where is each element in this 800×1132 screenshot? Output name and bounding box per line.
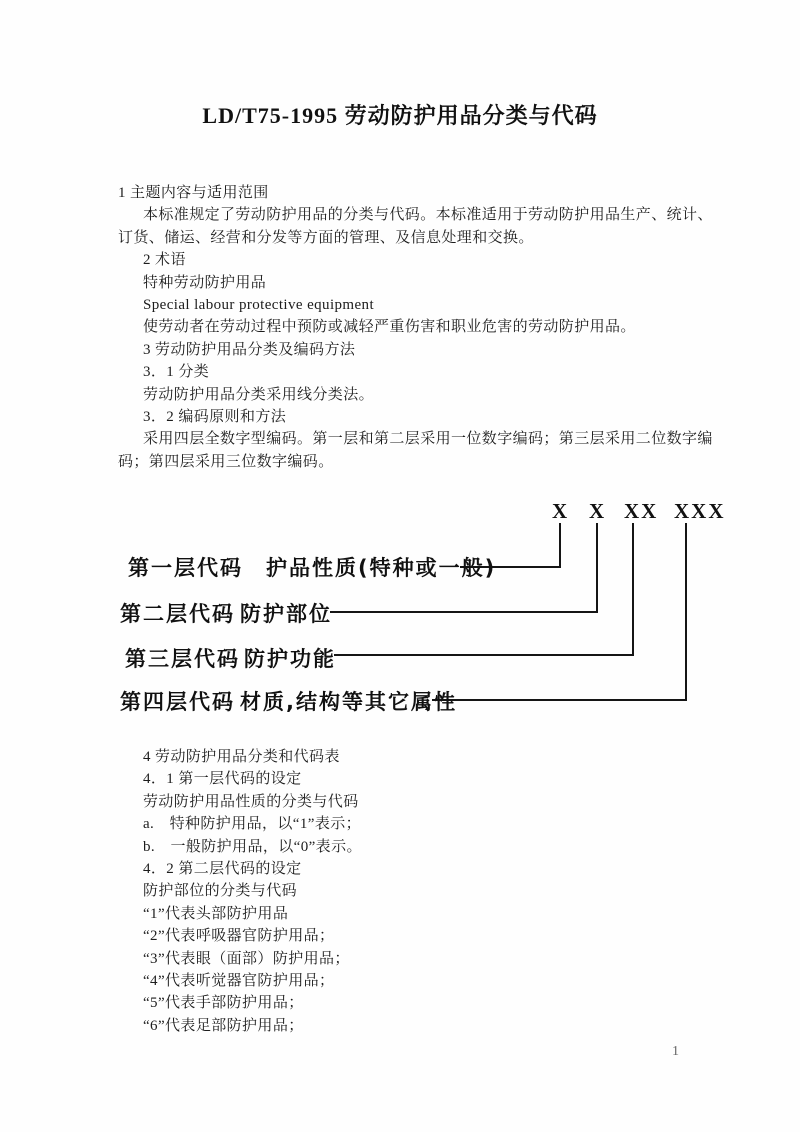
code-placeholder-layer4: XXX — [674, 499, 726, 523]
layer-label: 第二层代码 — [120, 602, 235, 626]
layer-description: 防护功能 — [244, 647, 336, 671]
connector-line — [559, 523, 561, 568]
code-placeholder-layer2: X — [589, 499, 607, 523]
code-placeholder-layer1: X — [552, 499, 570, 523]
text-line: “5”代表手部防护用品； — [143, 995, 304, 1012]
connector-line — [685, 523, 687, 701]
text-line: Special labour protective equipment — [143, 296, 375, 313]
connector-line — [330, 611, 598, 613]
layer-description: 材质,结构等其它属性 — [240, 690, 457, 714]
layer-label: 第四层代码 — [120, 690, 235, 714]
layer-label: 第三层代码 — [125, 647, 240, 671]
text-line: 3．2 编码原则和方法 — [143, 408, 287, 425]
text-line: 2 术语 — [143, 252, 186, 269]
connector-line — [596, 523, 598, 613]
text-line: 本标准规定了劳动防护用品的分类与代码。本标准适用于劳动防护用品生产、统计、 — [143, 207, 713, 224]
section-1-to-3-text — [118, 182, 713, 473]
text-line: 订货、储运、经营和分发等方面的管理、及信息处理和交换。 — [118, 229, 534, 246]
connector-line — [432, 699, 687, 701]
text-line: 码；第四层采用三位数字编码。 — [118, 453, 334, 470]
text-line: 特种劳动防护用品 — [143, 274, 267, 291]
page-title: LD/T75-1995 劳动防护用品分类与代码 — [202, 103, 598, 128]
text-line: 劳动防护用品性质的分类与代码 — [143, 793, 359, 810]
text-line: 4 劳动防护用品分类和代码表 — [143, 749, 340, 765]
text-line: “3”代表眼（面部）防护用品； — [143, 950, 350, 967]
text-line: “1”代表头部防护用品 — [143, 905, 289, 922]
text-line: 4．2 第二层代码的设定 — [143, 860, 302, 877]
section-4-text — [118, 746, 688, 1037]
text-line: 使劳动者在劳动过程中预防或减轻严重伤害和职业危害的劳动防护用品。 — [143, 319, 636, 336]
text-line: a. 特种防护用品，以“1”表示； — [143, 816, 362, 833]
connector-line — [632, 523, 634, 656]
text-line: 采用四层全数字型编码。第一层和第二层采用一位数字编码；第三层采用二位数字编 — [143, 431, 713, 448]
connector-line — [334, 654, 634, 656]
text-line: b. 一般防护用品，以“0”表示。 — [143, 838, 362, 855]
text-line: 1 主题内容与适用范围 — [118, 185, 269, 201]
code-placeholder-layer3: XX — [624, 499, 659, 523]
text-line: “6”代表足部防护用品； — [143, 1017, 304, 1034]
text-line: “4”代表听觉器官防护用品； — [143, 972, 335, 989]
text-line: 3 劳动防护用品分类及编码方法 — [143, 341, 356, 358]
page-number: 1 — [672, 1044, 679, 1059]
text-line: 3．1 分类 — [143, 364, 210, 381]
text-line: 劳动防护用品分类采用线分类法。 — [143, 386, 375, 403]
layer-description: 防护部位 — [240, 602, 332, 626]
text-line: “2”代表呼吸器官防护用品； — [143, 928, 335, 945]
layer-label: 第一层代码 — [128, 556, 243, 580]
text-line: 防护部位的分类与代码 — [143, 883, 298, 900]
text-line: 4．1 第一层代码的设定 — [143, 771, 302, 788]
layer-description: 护品性质(特种或一般) — [266, 556, 497, 580]
